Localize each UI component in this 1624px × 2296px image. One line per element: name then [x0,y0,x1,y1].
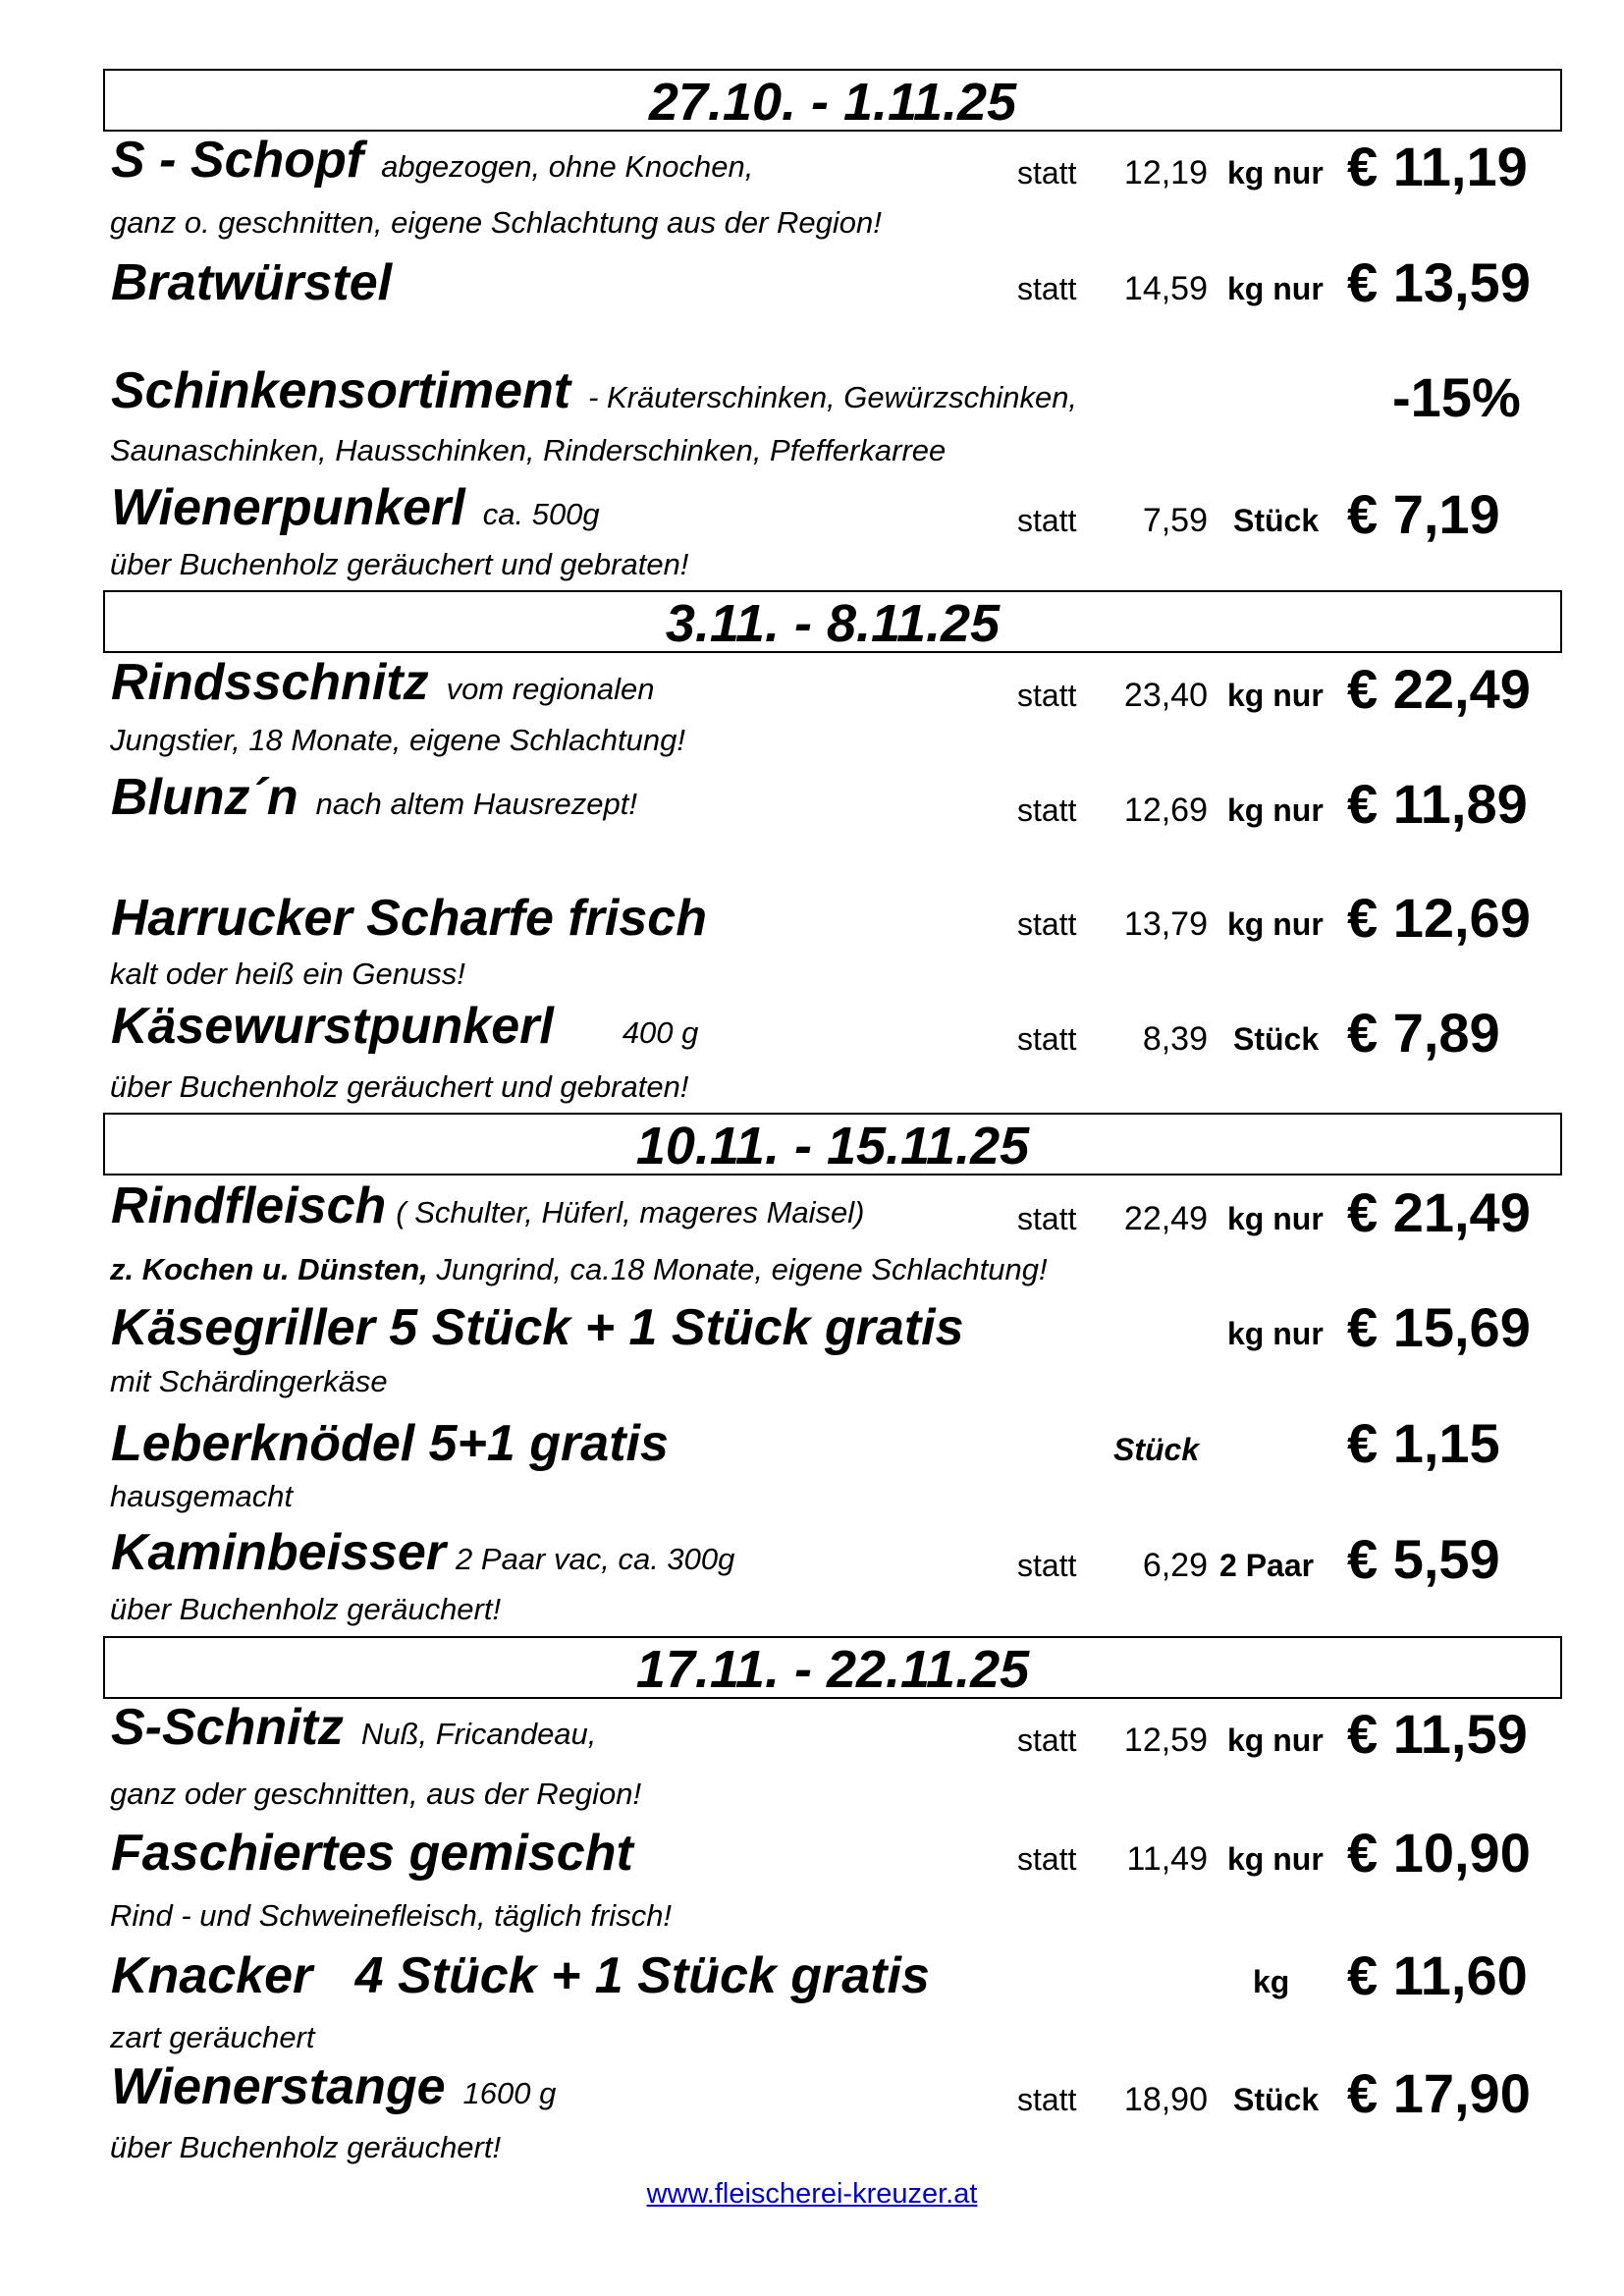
item-name: Schinkensortiment - Kräuterschinken, Gewürzschinken, [111,362,1078,419]
statt-label: statt [1017,2082,1077,2117]
item-name: Leberknödel 5+1 gratis [111,1415,669,1472]
offer-price: € 10,90 [1347,1822,1531,1884]
item-note: ca. 500g [482,497,600,531]
offer-price: € 22,49 [1347,658,1531,720]
item-name: Knacker 4 Stück + 1 Stück gratis [111,1947,930,2004]
item-note: Nuß, Fricandeau, [360,1717,597,1751]
unit-label: kg nur [1227,271,1324,306]
offer-price: € 7,89 [1347,1002,1500,1064]
statt-label: statt [1017,678,1077,713]
old-price: 8,39 [1142,1020,1208,1058]
offer-price: € 11,60 [1347,1944,1528,2006]
offer-price: € 11,89 [1347,773,1528,835]
offer-price: € 12,69 [1347,887,1531,949]
unit-label: kg nur [1227,1316,1324,1351]
item-name: Rindsschnitz vom regionalen [111,654,655,711]
unit-label: kg nur [1227,1841,1324,1877]
offer-row-wienerstange [0,2058,1624,2124]
old-price: 18,90 [1123,2081,1208,2118]
old-price: 13,79 [1123,905,1208,943]
item-name: Käsewurstpunkerl 400 g [111,998,699,1055]
old-price: 7,59 [1142,502,1208,539]
offer-row-harrucker-scharfe [0,889,1624,948]
item-note: abgezogen, ohne Knochen, [381,149,754,184]
item-description: über Buchenholz geräuchert und gebraten! [110,1069,689,1104]
old-price: 23,40 [1123,677,1208,714]
offer-row-wienerpunkerl [0,479,1624,545]
offer-row-kaesegriller [0,1298,1624,1357]
item-name: Wienerstange 1600 g [111,2058,557,2115]
offer-row-leberknoedel [0,1414,1624,1473]
item-note: 400 g [622,1015,699,1050]
unit-label: kg nur [1227,793,1324,828]
item-name: Rindfleisch ( Schulter, Hüferl, mageres Maisel) [111,1177,865,1234]
item-description-bold: z. Kochen u. Dünsten, [110,1252,428,1286]
item-description: ganz oder geschnitten, aus der Region! [110,1777,642,1811]
offer-row-faschiertes [0,1824,1624,1883]
item-description: über Buchenholz geräuchert und gebraten! [110,547,689,581]
old-price: 12,59 [1123,1722,1208,1759]
item-description: Saunaschinken, Hausschinken, Rinderschinken, Pfefferkarree [110,433,947,467]
item-description: ganz o. geschnitten, eigene Schlachtung aus der Region! [110,205,882,240]
statt-label: statt [1017,1722,1077,1758]
unit-label: kg nur [1227,906,1324,942]
unit-label: kg nur [1227,1201,1324,1236]
item-note: ( Schulter, Hüferl, mageres Maisel) [396,1195,865,1230]
statt-label: statt [1017,793,1077,828]
offer-row-s-schopf [0,132,1624,197]
item-note: - Kräuterschinken, Gewürzschinken, [588,380,1078,414]
item-description: kalt oder heiß ein Genuss! [110,957,465,991]
offer-price: € 17,90 [1347,2062,1531,2124]
offer-row-rindfleisch [0,1177,1624,1243]
offer-price: € 1,15 [1347,1412,1500,1474]
old-price: 11,49 [1126,1840,1208,1878]
old-price: 6,29 [1142,1547,1208,1584]
item-note: nach altem Hausrezept! [315,787,638,821]
item-name: S-Schnitz Nuß, Fricandeau, [111,1699,597,1756]
unit-label: kg nur [1227,678,1324,713]
item-name: S - Schopf abgezogen, ohne Knochen, [111,132,754,189]
item-description: hausgemacht [110,1479,294,1513]
item-description: z. Kochen u. Dünsten, Jungrind, ca.18 Monate, eigene Schlachtung! [110,1252,1048,1286]
week-header: 10.11. - 15.11.25 [103,1113,1562,1175]
offer-price: € 15,69 [1347,1296,1531,1358]
unit-label: Stück [1233,1021,1320,1057]
old-price: 12,69 [1123,792,1208,829]
offer-row-kaesewurstpunkerl [0,998,1624,1064]
offer-row-rindsschnitz [0,654,1624,720]
statt-label: statt [1017,1548,1077,1583]
website-link[interactable]: www.fleischerei-kreuzer.at [646,2178,978,2210]
offer-price: € 11,19 [1347,136,1528,197]
statt-label: statt [1017,155,1077,191]
unit-label: kg nur [1227,155,1324,191]
offer-row-kaminbeisser [0,1524,1624,1590]
old-price: 12,19 [1123,154,1208,191]
item-description: Rind - und Schweinefleisch, täglich frisch! [110,1898,673,1933]
item-name: Blunz´n nach altem Hausrezept! [111,769,638,826]
item-note: vom regionalen [446,672,655,706]
old-price: 22,49 [1123,1200,1208,1237]
item-description: über Buchenholz geräuchert! [110,1592,502,1626]
item-name: Wienerpunkerl ca. 500g [111,479,600,536]
week-header: 27.10. - 1.11.25 [103,69,1562,132]
item-name: Harrucker Scharfe frisch [111,890,707,947]
offer-price: € 7,19 [1347,483,1500,545]
item-note: 1600 g [462,2076,557,2110]
item-description: über Buchenholz geräuchert! [110,2130,502,2164]
week-header: 17.11. - 22.11.25 [103,1636,1562,1699]
week-header: 3.11. - 8.11.25 [103,590,1562,653]
item-name: Faschiertes gemischt [111,1825,633,1882]
offer-price: € 11,59 [1347,1703,1528,1765]
statt-label: statt [1017,1201,1077,1236]
offer-row-knacker [0,1946,1624,2005]
unit-label: kg nur [1227,1722,1324,1758]
unit-label: Stück [1233,2082,1320,2117]
statt-label: statt [1017,906,1077,942]
item-name: Käsegriller 5 Stück + 1 Stück gratis [111,1299,964,1356]
offer-row-schinkensortiment [0,362,1624,428]
statt-label: statt [1017,503,1077,538]
offer-discount: -15% [1392,366,1521,428]
statt-label: statt [1017,1021,1077,1057]
old-price: 14,59 [1123,270,1208,307]
item-description: zart geräuchert [110,2020,315,2054]
statt-label: statt [1017,1841,1077,1877]
item-name: Bratwürstel [111,254,393,311]
offer-row-bratwuerstel [0,253,1624,312]
statt-label: statt [1017,271,1077,306]
offer-price: € 13,59 [1347,251,1531,313]
offer-price: € 5,59 [1347,1528,1500,1590]
offer-row-blunzn [0,769,1624,835]
unit-label: kg [1253,1964,1290,1999]
item-description: Jungstier, 18 Monate, eigene Schlachtung! [110,723,685,757]
item-name: Kaminbeisser 2 Paar vac, ca. 300g [111,1524,735,1581]
item-description: mit Schärdingerkäse [110,1364,388,1398]
offer-price: € 21,49 [1347,1181,1531,1243]
offer-row-s-schnitz [0,1699,1624,1765]
unit-label: 2 Paar [1219,1548,1315,1583]
item-note: 2 Paar vac, ca. 300g [456,1542,735,1576]
unit-label: Stück [1233,503,1320,538]
unit-label: Stück [1113,1432,1200,1467]
